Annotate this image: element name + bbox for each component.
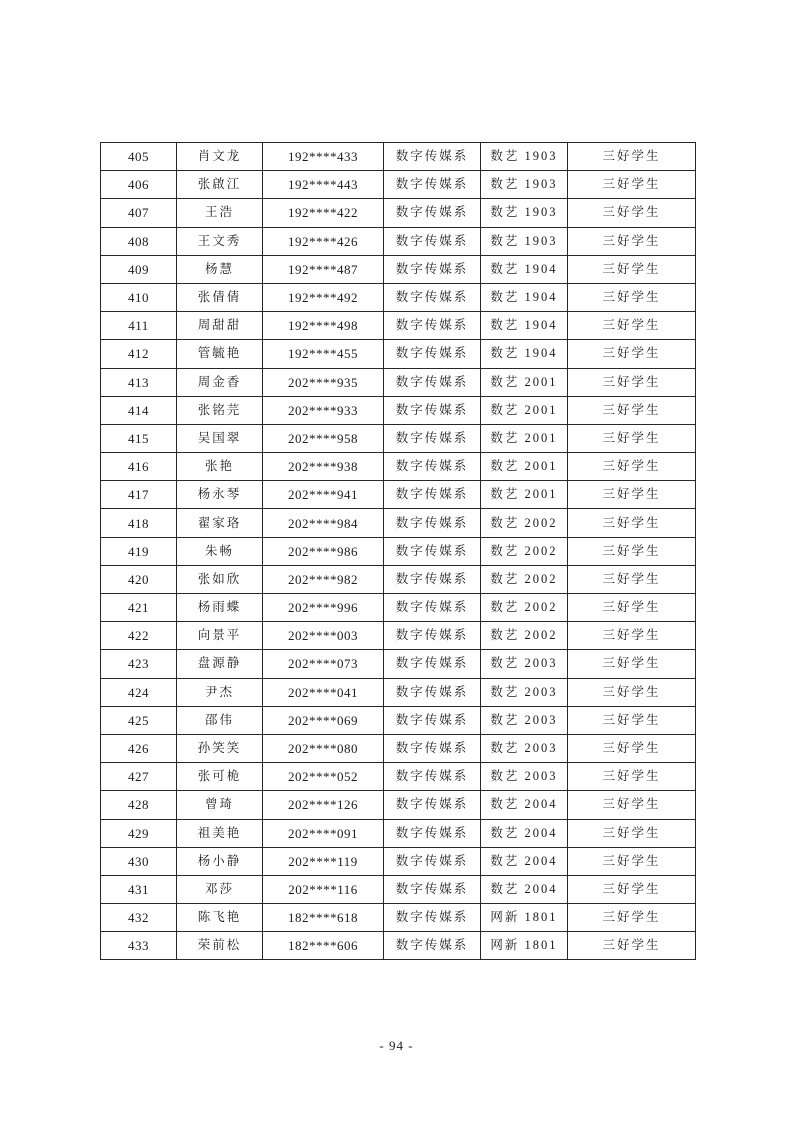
cell-class: 网新 1801 — [481, 932, 568, 960]
cell-class: 数艺 2001 — [481, 453, 568, 481]
cell-department: 数字传媒系 — [384, 763, 481, 791]
cell-name: 陈飞艳 — [177, 904, 263, 932]
table-row — [101, 622, 696, 650]
cell-serial-number: 417 — [101, 481, 177, 509]
cell-department: 数字传媒系 — [384, 509, 481, 537]
cell-class: 数艺 2002 — [481, 537, 568, 565]
cell-department: 数字传媒系 — [384, 734, 481, 762]
cell-student-id: 202****080 — [263, 734, 384, 762]
cell-serial-number: 421 — [101, 594, 177, 622]
cell-serial-number: 423 — [101, 650, 177, 678]
cell-student-id: 192****455 — [263, 340, 384, 368]
cell-student-id: 202****958 — [263, 424, 384, 452]
table-row — [101, 875, 696, 903]
cell-department: 数字传媒系 — [384, 453, 481, 481]
cell-student-id: 202****935 — [263, 368, 384, 396]
table-row — [101, 904, 696, 932]
cell-department: 数字传媒系 — [384, 312, 481, 340]
cell-name: 杨慧 — [177, 255, 263, 283]
cell-class: 数艺 1903 — [481, 171, 568, 199]
cell-department: 数字传媒系 — [384, 537, 481, 565]
cell-student-id: 202****126 — [263, 791, 384, 819]
cell-name: 管毓艳 — [177, 340, 263, 368]
table-row — [101, 819, 696, 847]
cell-department: 数字传媒系 — [384, 650, 481, 678]
cell-name: 邵伟 — [177, 706, 263, 734]
cell-serial-number: 424 — [101, 678, 177, 706]
cell-award: 三好学生 — [568, 932, 696, 960]
table-row — [101, 340, 696, 368]
cell-class: 数艺 2004 — [481, 875, 568, 903]
cell-department: 数字传媒系 — [384, 706, 481, 734]
cell-department: 数字传媒系 — [384, 255, 481, 283]
cell-award: 三好学生 — [568, 509, 696, 537]
cell-class: 数艺 2002 — [481, 565, 568, 593]
cell-class: 数艺 2001 — [481, 424, 568, 452]
cell-serial-number: 416 — [101, 453, 177, 481]
cell-award: 三好学生 — [568, 424, 696, 452]
cell-student-id: 202****052 — [263, 763, 384, 791]
cell-student-id: 202****073 — [263, 650, 384, 678]
table-row — [101, 227, 696, 255]
cell-name: 吴国翠 — [177, 424, 263, 452]
cell-serial-number: 407 — [101, 199, 177, 227]
cell-award: 三好学生 — [568, 312, 696, 340]
cell-serial-number: 414 — [101, 396, 177, 424]
cell-student-id: 182****606 — [263, 932, 384, 960]
cell-name: 邓莎 — [177, 875, 263, 903]
awards-table — [100, 142, 696, 960]
cell-name: 孙笑笑 — [177, 734, 263, 762]
cell-serial-number: 425 — [101, 706, 177, 734]
cell-student-id: 202****996 — [263, 594, 384, 622]
cell-name: 张倩倩 — [177, 283, 263, 311]
cell-award: 三好学生 — [568, 819, 696, 847]
awards-table-body — [101, 143, 696, 960]
cell-award: 三好学生 — [568, 706, 696, 734]
cell-name: 张啟江 — [177, 171, 263, 199]
cell-name: 张铭芫 — [177, 396, 263, 424]
cell-award: 三好学生 — [568, 481, 696, 509]
cell-student-id: 202****116 — [263, 875, 384, 903]
cell-name: 肖文龙 — [177, 143, 263, 171]
cell-serial-number: 408 — [101, 227, 177, 255]
cell-class: 数艺 2001 — [481, 368, 568, 396]
cell-department: 数字传媒系 — [384, 791, 481, 819]
cell-name: 荣前松 — [177, 932, 263, 960]
table-row — [101, 171, 696, 199]
table-row — [101, 283, 696, 311]
cell-award: 三好学生 — [568, 255, 696, 283]
cell-serial-number: 418 — [101, 509, 177, 537]
cell-department: 数字传媒系 — [384, 424, 481, 452]
table-row — [101, 763, 696, 791]
cell-class: 数艺 2004 — [481, 819, 568, 847]
cell-award: 三好学生 — [568, 847, 696, 875]
cell-student-id: 202****041 — [263, 678, 384, 706]
cell-award: 三好学生 — [568, 622, 696, 650]
cell-student-id: 192****487 — [263, 255, 384, 283]
cell-serial-number: 428 — [101, 791, 177, 819]
cell-name: 盘源静 — [177, 650, 263, 678]
cell-serial-number: 413 — [101, 368, 177, 396]
cell-award: 三好学生 — [568, 678, 696, 706]
cell-name: 王文秀 — [177, 227, 263, 255]
page-footer — [0, 1038, 793, 1054]
cell-department: 数字传媒系 — [384, 143, 481, 171]
cell-award: 三好学生 — [568, 368, 696, 396]
cell-department: 数字传媒系 — [384, 622, 481, 650]
cell-class: 数艺 1903 — [481, 143, 568, 171]
table-row — [101, 396, 696, 424]
cell-serial-number: 427 — [101, 763, 177, 791]
cell-class: 数艺 1904 — [481, 312, 568, 340]
cell-department: 数字传媒系 — [384, 819, 481, 847]
table-row — [101, 594, 696, 622]
cell-serial-number: 415 — [101, 424, 177, 452]
cell-student-id: 192****433 — [263, 143, 384, 171]
cell-class: 数艺 2003 — [481, 763, 568, 791]
cell-award: 三好学生 — [568, 565, 696, 593]
table-row — [101, 481, 696, 509]
table-row — [101, 734, 696, 762]
cell-name: 曾琦 — [177, 791, 263, 819]
cell-student-id: 202****933 — [263, 396, 384, 424]
cell-serial-number: 431 — [101, 875, 177, 903]
cell-serial-number: 406 — [101, 171, 177, 199]
table-row — [101, 199, 696, 227]
cell-name: 张可桅 — [177, 763, 263, 791]
cell-student-id: 192****422 — [263, 199, 384, 227]
cell-department: 数字传媒系 — [384, 171, 481, 199]
cell-serial-number: 420 — [101, 565, 177, 593]
cell-department: 数字传媒系 — [384, 481, 481, 509]
cell-award: 三好学生 — [568, 199, 696, 227]
table-row — [101, 537, 696, 565]
table-row — [101, 565, 696, 593]
cell-class: 数艺 2004 — [481, 847, 568, 875]
table-row — [101, 424, 696, 452]
cell-class: 数艺 1904 — [481, 283, 568, 311]
cell-department: 数字传媒系 — [384, 199, 481, 227]
cell-student-id: 202****119 — [263, 847, 384, 875]
cell-serial-number: 430 — [101, 847, 177, 875]
cell-name: 张如欣 — [177, 565, 263, 593]
cell-serial-number: 410 — [101, 283, 177, 311]
cell-name: 翟家珞 — [177, 509, 263, 537]
cell-class: 数艺 2002 — [481, 509, 568, 537]
cell-serial-number: 429 — [101, 819, 177, 847]
cell-name: 王浩 — [177, 199, 263, 227]
cell-serial-number: 426 — [101, 734, 177, 762]
cell-serial-number: 409 — [101, 255, 177, 283]
cell-student-id: 192****426 — [263, 227, 384, 255]
table-row — [101, 312, 696, 340]
cell-serial-number: 419 — [101, 537, 177, 565]
cell-student-id: 192****443 — [263, 171, 384, 199]
cell-department: 数字传媒系 — [384, 904, 481, 932]
cell-name: 张艳 — [177, 453, 263, 481]
cell-serial-number: 405 — [101, 143, 177, 171]
cell-class: 数艺 2001 — [481, 396, 568, 424]
cell-student-id: 202****986 — [263, 537, 384, 565]
table-row — [101, 791, 696, 819]
cell-name: 杨永琴 — [177, 481, 263, 509]
table-row — [101, 678, 696, 706]
cell-award: 三好学生 — [568, 537, 696, 565]
table-row — [101, 847, 696, 875]
cell-student-id: 202****938 — [263, 453, 384, 481]
cell-name: 祖美艳 — [177, 819, 263, 847]
cell-award: 三好学生 — [568, 143, 696, 171]
cell-department: 数字传媒系 — [384, 565, 481, 593]
table-row — [101, 932, 696, 960]
cell-name: 周金香 — [177, 368, 263, 396]
cell-award: 三好学生 — [568, 227, 696, 255]
cell-class: 数艺 1903 — [481, 227, 568, 255]
cell-serial-number: 411 — [101, 312, 177, 340]
cell-award: 三好学生 — [568, 650, 696, 678]
cell-award: 三好学生 — [568, 904, 696, 932]
cell-class: 数艺 2004 — [481, 791, 568, 819]
cell-student-id: 202****982 — [263, 565, 384, 593]
cell-student-id: 182****618 — [263, 904, 384, 932]
cell-serial-number: 433 — [101, 932, 177, 960]
cell-department: 数字传媒系 — [384, 594, 481, 622]
cell-award: 三好学生 — [568, 875, 696, 903]
cell-name: 向景平 — [177, 622, 263, 650]
cell-department: 数字传媒系 — [384, 396, 481, 424]
table-row — [101, 255, 696, 283]
cell-student-id: 202****984 — [263, 509, 384, 537]
cell-serial-number: 432 — [101, 904, 177, 932]
cell-department: 数字传媒系 — [384, 678, 481, 706]
cell-department: 数字传媒系 — [384, 283, 481, 311]
cell-award: 三好学生 — [568, 594, 696, 622]
table-row — [101, 368, 696, 396]
cell-award: 三好学生 — [568, 453, 696, 481]
cell-name: 尹杰 — [177, 678, 263, 706]
cell-serial-number: 422 — [101, 622, 177, 650]
cell-student-id: 202****069 — [263, 706, 384, 734]
cell-name: 朱畅 — [177, 537, 263, 565]
cell-class: 数艺 2003 — [481, 734, 568, 762]
cell-name: 周甜甜 — [177, 312, 263, 340]
table-row — [101, 453, 696, 481]
cell-class: 数艺 1903 — [481, 199, 568, 227]
cell-name: 杨小静 — [177, 847, 263, 875]
cell-student-id: 202****941 — [263, 481, 384, 509]
cell-award: 三好学生 — [568, 396, 696, 424]
cell-class: 数艺 2001 — [481, 481, 568, 509]
cell-class: 网新 1801 — [481, 904, 568, 932]
cell-student-id: 192****492 — [263, 283, 384, 311]
table-row — [101, 650, 696, 678]
cell-class: 数艺 1904 — [481, 255, 568, 283]
cell-student-id: 192****498 — [263, 312, 384, 340]
cell-serial-number: 412 — [101, 340, 177, 368]
cell-name: 杨雨蝶 — [177, 594, 263, 622]
cell-department: 数字传媒系 — [384, 932, 481, 960]
cell-award: 三好学生 — [568, 734, 696, 762]
cell-department: 数字传媒系 — [384, 340, 481, 368]
cell-award: 三好学生 — [568, 791, 696, 819]
cell-student-id: 202****091 — [263, 819, 384, 847]
cell-class: 数艺 2003 — [481, 706, 568, 734]
cell-award: 三好学生 — [568, 283, 696, 311]
table-row — [101, 706, 696, 734]
cell-class: 数艺 2003 — [481, 650, 568, 678]
cell-class: 数艺 1904 — [481, 340, 568, 368]
cell-award: 三好学生 — [568, 763, 696, 791]
cell-department: 数字传媒系 — [384, 227, 481, 255]
cell-award: 三好学生 — [568, 171, 696, 199]
cell-department: 数字传媒系 — [384, 847, 481, 875]
table-row — [101, 509, 696, 537]
cell-student-id: 202****003 — [263, 622, 384, 650]
cell-class: 数艺 2002 — [481, 594, 568, 622]
cell-class: 数艺 2002 — [481, 622, 568, 650]
table-row — [101, 143, 696, 171]
cell-department: 数字传媒系 — [384, 875, 481, 903]
cell-department: 数字传媒系 — [384, 368, 481, 396]
cell-award: 三好学生 — [568, 340, 696, 368]
cell-class: 数艺 2003 — [481, 678, 568, 706]
page-number: - 94 - — [379, 1038, 414, 1053]
